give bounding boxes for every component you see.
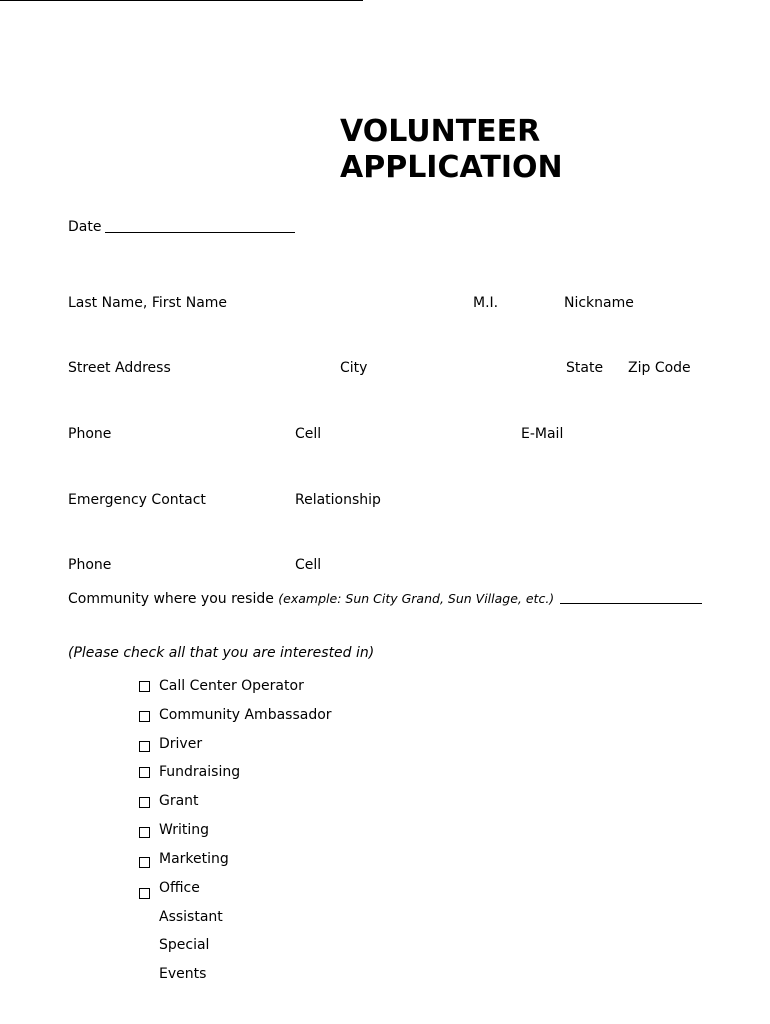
email-label: E-Mail (521, 426, 564, 442)
interest-label-continued: Special (159, 937, 210, 953)
interest-label: Writing (159, 822, 209, 838)
emergency-contact-label: Emergency Contact (68, 492, 206, 508)
checkbox-writing[interactable] (139, 827, 150, 838)
phone-label: Phone (68, 426, 112, 442)
checkbox-office[interactable] (139, 888, 150, 899)
interest-label: Grant (159, 793, 199, 809)
emergency-phone-label: Phone (68, 557, 112, 573)
interest-label: Community Ambassador (159, 707, 332, 723)
zip-code-label: Zip Code (628, 360, 691, 376)
date-field[interactable] (105, 232, 295, 233)
interest-label: Office (159, 880, 200, 896)
page-title (340, 114, 563, 186)
checkbox-grant[interactable] (139, 797, 150, 808)
nickname-label: Nickname (564, 295, 634, 311)
interest-label-continued: Events (159, 966, 207, 982)
check-instructions: (Please check all that you are interested in) (68, 645, 375, 661)
interest-label: Marketing (159, 851, 229, 867)
community-line (68, 591, 554, 607)
checkbox-marketing[interactable] (139, 857, 150, 868)
street-address-label: Street Address (68, 360, 171, 376)
community-example: (example: Sun City Grand, Sun Village, etc.) (278, 591, 555, 606)
cell-label: Cell (295, 426, 322, 442)
relationship-label: Relationship (295, 492, 381, 508)
community-field[interactable] (560, 603, 702, 604)
emergency-cell-label: Cell (295, 557, 322, 573)
middle-initial-label: M.I. (473, 295, 499, 311)
interest-label-continued: Assistant (159, 909, 223, 925)
city-label: City (340, 360, 368, 376)
checkbox-driver[interactable] (139, 741, 150, 752)
last-first-name-label: Last Name, First Name (68, 295, 228, 311)
title-line-2: APPLICATION (340, 150, 563, 185)
date-label: Date (68, 219, 102, 235)
state-label: State (566, 360, 604, 376)
checkbox-call-center-operator[interactable] (139, 681, 150, 692)
interest-label: Fundraising (159, 764, 241, 780)
checkbox-community-ambassador[interactable] (139, 711, 150, 722)
community-label: Community where you reside (68, 591, 274, 607)
title-line-1: VOLUNTEER (340, 114, 541, 149)
checkbox-fundraising[interactable] (139, 767, 150, 778)
interest-label: Driver (159, 736, 203, 752)
top-rule (0, 0, 363, 1)
interest-label: Call Center Operator (159, 678, 304, 694)
